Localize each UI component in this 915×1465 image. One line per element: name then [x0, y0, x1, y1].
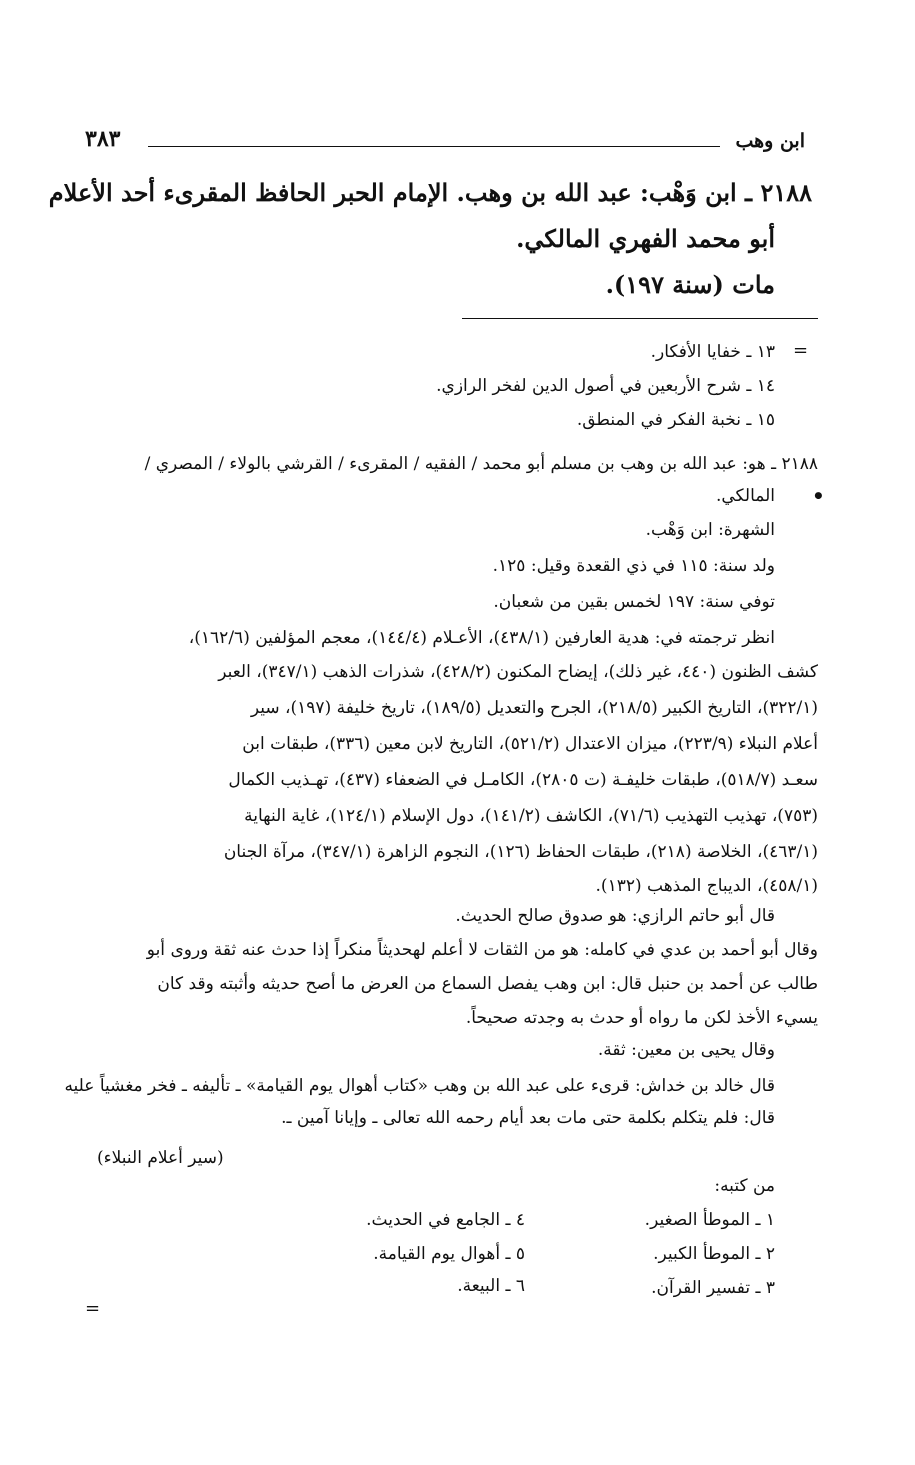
book-item: ٤ ـ الجامع في الحديث. [366, 1210, 525, 1230]
fame-line: الشهرة: ابن وَهْب. [645, 520, 775, 540]
refs-line: (٣٢٢/١)، التاريخ الكبير (٢١٨/٥)، الجرح والتعديل (١٨٩/٥)، تاريخ خليفة (١٩٧)، سير [250, 698, 818, 718]
refs-line: (٤٥٨/١)، الديباج المذهب (١٣٢). [595, 876, 818, 896]
footnote-rule [462, 318, 818, 319]
prev-list-item: ١٥ ـ نخبة الفكر في المنطق. [576, 410, 775, 430]
entry-line-1-text: عبد الله بن وهب. الإمام الحبر الحافظ المقرىء أحد الأعلام [48, 178, 632, 207]
refs-line: (٤٦٣/١)، الخلاصة (٢١٨)، طبقات الحفاظ (١٢٦)، النجوم الزاهرة (٣٤٧/١)، مرآة الجنان [223, 842, 818, 862]
refs-line: (٧٥٣)، تهذيب التهذيب (٧١/٦)، الكاشف (١٤١/٢)، دول الإسلام (١٢٤/١)، غاية النهاية [244, 806, 818, 826]
bio-line: ٢١٨٨ ـ هو: عبد الله بن وهب بن مسلم أبو محمد / الفقيه / المقرىء / القرشي بالولاء / المصري / [144, 454, 818, 474]
running-title: ابن وهب [735, 130, 805, 152]
entry-number-name: ٢١٨٨ ـ ابن وَهْب: [640, 178, 812, 207]
books-heading: من كتبه: [714, 1176, 775, 1196]
ibn-adi-line: يسيء الأخذ لكن ما رواه أو حدث به وجدته صحيحاً. [465, 1008, 818, 1028]
died-line: توفي سنة: ١٩٧ لخمس بقين من شعبان. [493, 592, 775, 612]
born-line: ولد سنة: ١١٥ في ذي القعدة وقيل: ١٢٥. [492, 556, 775, 576]
bio-line: المالكي. [715, 486, 775, 506]
book-item: ١ ـ الموطأ الصغير. [644, 1210, 775, 1230]
entry-line-1 [49, 178, 812, 207]
book-item: ٦ ـ البيعة. [457, 1276, 525, 1296]
abu-hatim-line: قال أبو حاتم الرازي: هو صدوق صالح الحديث. [455, 906, 775, 926]
refs-line: أعلام النبلاء (٢٢٣/٩)، ميزان الاعتدال (٥٢١/٢)، التاريخ لابن معين (٣٣٦)، طبقات ابن [242, 734, 818, 754]
page-number: ٣٨٣ [85, 126, 121, 152]
ibn-adi-line: وقال أبو أحمد بن عدي في كامله: هو من الثقات لا أعلم لهحديثاً منكراً إذا حدث عنه ثقة وروى أبو [146, 940, 818, 960]
refs-line: كشف الظنون (٤٤٠، غير ذلك)، إيضاح المكنون (٤٢٨/٢)، شذرات الذهب (٣٤٧/١)، العبر [218, 662, 818, 682]
book-item: ٣ ـ تفسير القرآن. [651, 1278, 775, 1298]
entry-line-3: مات (سنة ١٩٧). [605, 270, 775, 299]
khalid-line: قال: فلم يتكلم بكلمة حتى مات بعد أيام رحمه الله تعالى ـ وإيانا آمين ـ. [281, 1108, 775, 1128]
book-item: ٢ ـ الموطأ الكبير. [653, 1244, 775, 1264]
refs-line: سعـد (٥١٨/٧)، طبقات خليفـة (ت ٢٨٠٥)، الكامـل في الضعفاء (٤٣٧)، تهـذيب الكمال [228, 770, 818, 790]
prev-list-item: ١٣ ـ خفايا الأفكار. [650, 342, 775, 362]
entry-line-2: أبو محمد الفهري المالكي. [516, 224, 775, 253]
ibn-main-line: وقال يحيى بن معين: ثقة. [597, 1040, 775, 1060]
khalid-line: قال خالد بن خداش: قرىء على عبد الله بن وهب «كتاب أهوال يوم القيامة» ـ تأليفه ـ فخر مغشياً عليه [64, 1076, 775, 1096]
end-marker: = [85, 1298, 101, 1319]
book-item: ٥ ـ أهوال يوم القيامة. [373, 1244, 525, 1264]
source-citation: (سير أعلام النبلاء) [97, 1148, 224, 1168]
continuation-marker: = [793, 340, 809, 361]
ibn-adi-line: طالب عن أحمد بن حنبل قال: ابن وهب يفصل السماع من العرض ما أصح حديثه وأثبته وقد كان [157, 974, 818, 994]
side-dot: • [812, 484, 825, 508]
header-rule [148, 146, 720, 147]
prev-list-item: ١٤ ـ شرح الأربعين في أصول الدين لفخر الرازي. [436, 376, 775, 396]
refs-line: انظر ترجمته في: هدية العارفين (٤٣٨/١)، الأعـلام (١٤٤/٤)، معجم المؤلفين (١٦٢/٦)، [188, 628, 775, 648]
